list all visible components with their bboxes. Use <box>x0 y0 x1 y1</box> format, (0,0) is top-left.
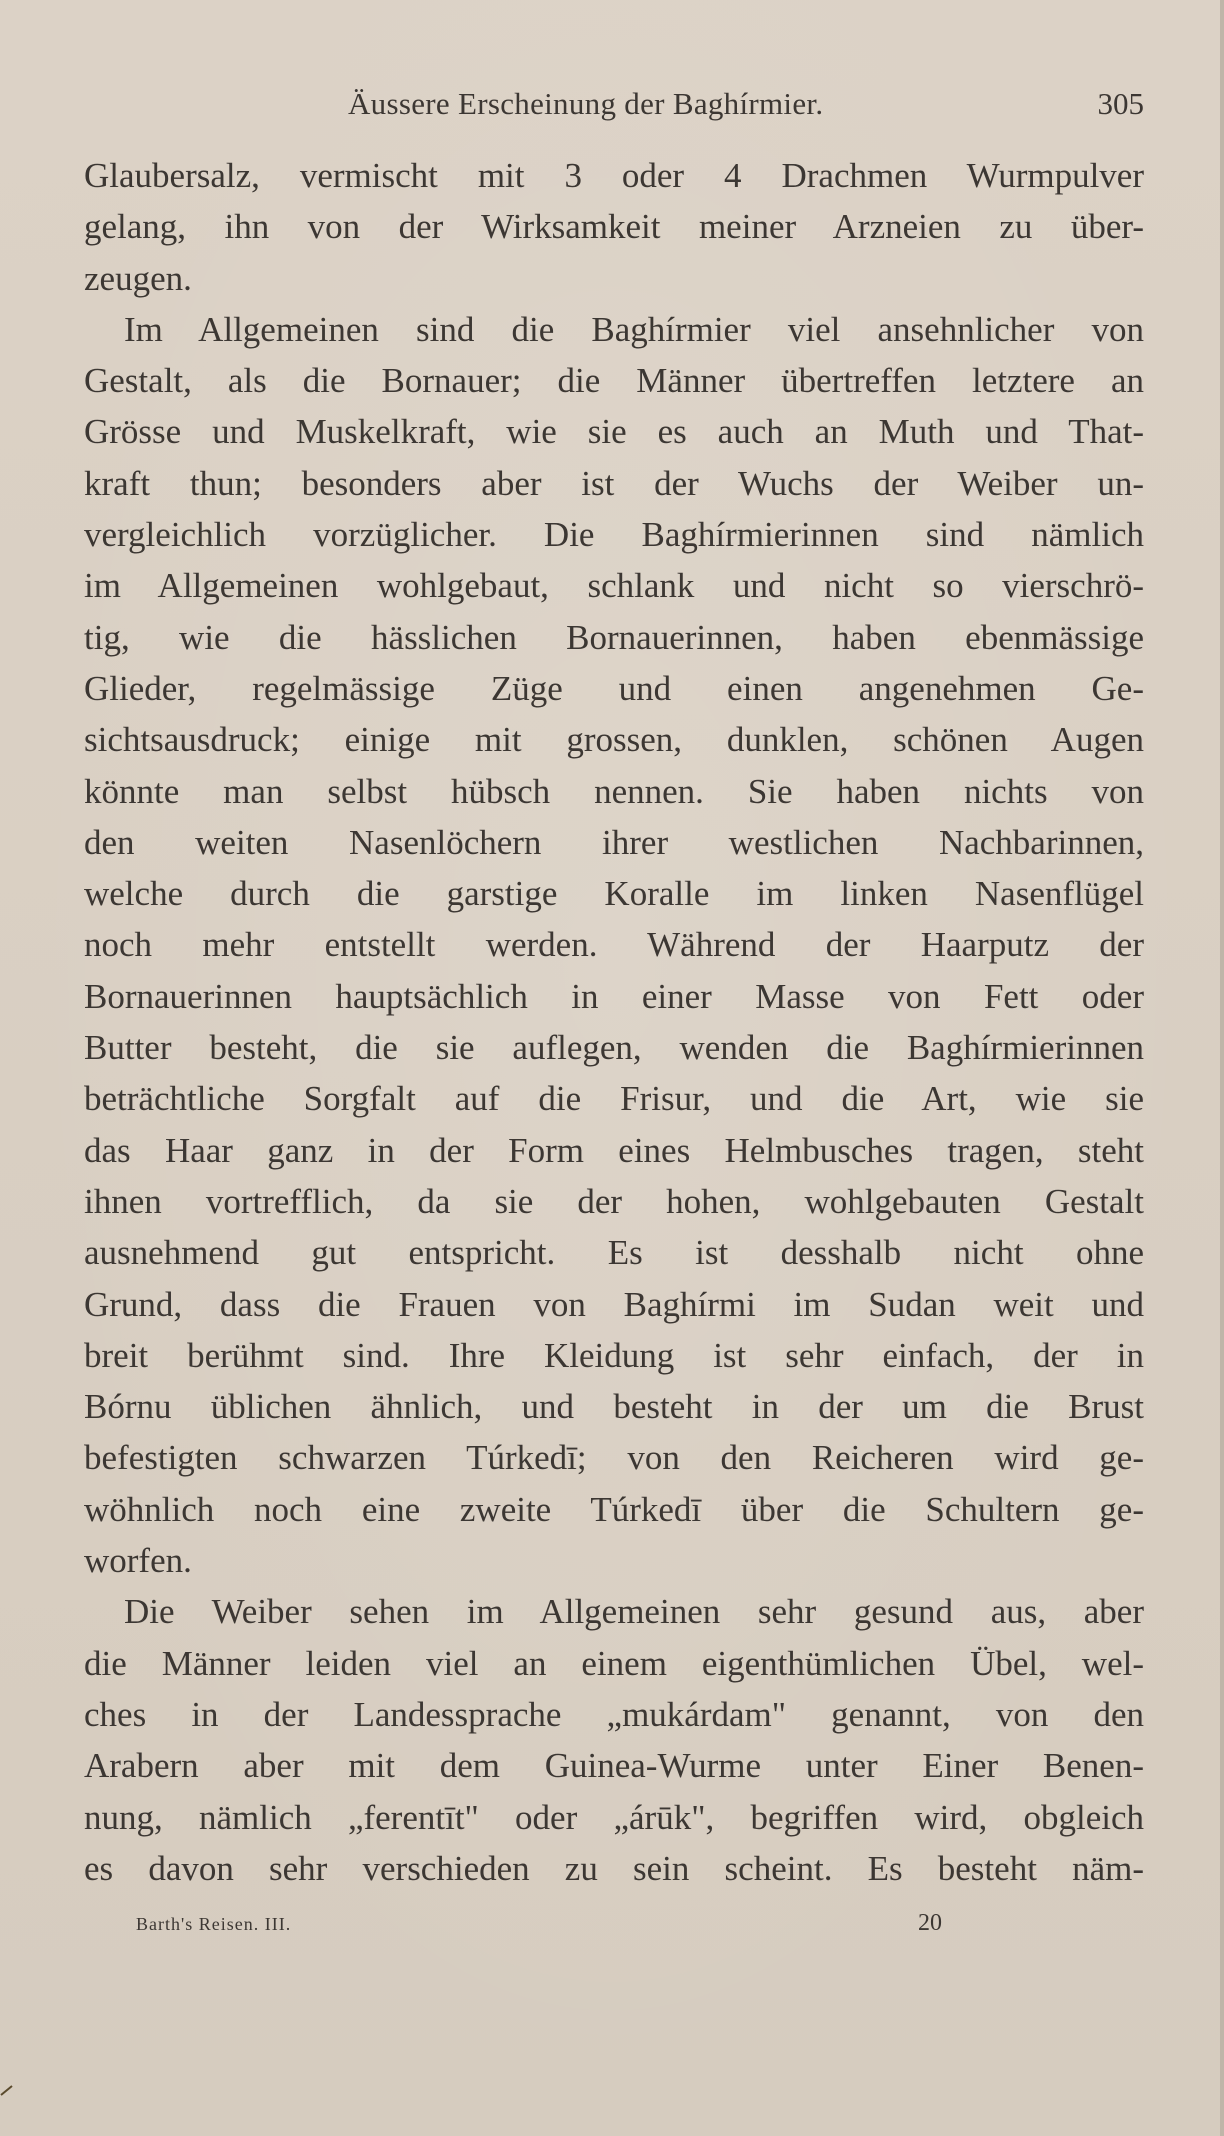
text-line: breit berühmt sind. Ihre Kleidung ist sehr einfach, der in <box>84 1335 1144 1375</box>
text-line: das Haar ganz in der Form eines Helmbusches tragen, steht <box>84 1130 1144 1170</box>
text-line: Butter besteht, die sie auflegen, wenden die Baghírmierinnen <box>84 1028 1144 1068</box>
text-line: wöhnlich noch eine zweite Túrkedī über die Schultern ge- <box>84 1489 1144 1529</box>
text-line: Gestalt, als die Bornauer; die Männer übertreffen letztere an <box>84 361 1144 401</box>
text-line: tig, wie die hässlichen Bornauerinnen, haben ebenmässige <box>84 617 1144 657</box>
page-number: 305 <box>1097 86 1144 121</box>
text-line: ausnehmend gut entspricht. Es ist desshalb nicht ohne <box>84 1233 1144 1273</box>
text-line: Grösse und Muskelkraft, wie sie es auch an Muth und That- <box>84 412 1144 452</box>
sheet-number: 20 <box>918 1910 942 1936</box>
text-line: die Männer leiden viel an einem eigenthümlichen Übel, wel- <box>84 1643 1144 1683</box>
text-line: den weiten Nasenlöchern ihrer westlichen Nachbarinnen, <box>84 822 1144 862</box>
text-line: sichtsausdruck; einige mit grossen, dunklen, schönen Augen <box>84 720 1144 760</box>
text-line: im Allgemeinen wohlgebaut, schlank und nicht so vierschrö- <box>84 566 1144 606</box>
body-text <box>84 150 1144 1894</box>
text-line: kraft thun; besonders aber ist der Wuchs der Weiber un- <box>84 463 1144 503</box>
text-line: welche durch die garstige Koralle im linken Nasenflügel <box>84 874 1144 914</box>
text-line: Die Weiber sehen im Allgemeinen sehr gesund aus, aber <box>124 1592 1144 1632</box>
text-line: vergleichlich vorzüglicher. Die Baghírmierinnen sind nämlich <box>84 515 1144 555</box>
text-line: Bórnu üblichen ähnlich, und besteht in der um die Brust <box>84 1387 1144 1427</box>
text-line: beträchtliche Sorgfalt auf die Frisur, und die Art, wie sie <box>84 1079 1144 1119</box>
text-line: Grund, dass die Frauen von Baghírmi im Sudan weit und <box>84 1284 1144 1324</box>
text-line: ihnen vortrefflich, da sie der hohen, wohlgebauten Gestalt <box>84 1181 1144 1221</box>
text-line: es davon sehr verschieden zu sein scheint. Es besteht näm- <box>84 1848 1144 1888</box>
text-line: gelang, ihn von der Wirksamkeit meiner Arzneien zu über- <box>84 207 1144 247</box>
pencil-mark-icon <box>0 2084 14 2096</box>
running-title: Äussere Erscheinung der Baghírmier. <box>348 86 824 121</box>
text-line: Im Allgemeinen sind die Baghírmier viel ansehnlicher von <box>124 309 1144 349</box>
text-line: ches in der Landessprache „mukárdam" genannt, von den <box>84 1694 1144 1734</box>
running-head <box>84 86 1144 130</box>
text-line: zeugen. <box>84 258 192 298</box>
text-line: könnte man selbst hübsch nennen. Sie haben nichts von <box>84 771 1144 811</box>
text-line: worfen. <box>84 1541 192 1581</box>
text-line: Glaubersalz, vermischt mit 3 oder 4 Drachmen Wurmpulver <box>84 156 1144 195</box>
text-line: Glieder, regelmässige Züge und einen angenehmen Ge- <box>84 668 1144 708</box>
text-line: befestigten schwarzen Túrkedī; von den Reicheren wird ge- <box>84 1438 1144 1478</box>
printer-signature: Barth's Reisen. III. <box>136 1914 292 1934</box>
page-footer <box>84 1910 1144 1948</box>
page-edge <box>1220 0 1224 2136</box>
text-line: nung, nämlich „ferentīt" oder „árūk", begriffen wird, obgleich <box>84 1797 1144 1837</box>
text-line: noch mehr entstellt werden. Während der Haarputz der <box>84 925 1144 965</box>
text-line: Bornauerinnen hauptsächlich in einer Masse von Fett oder <box>84 976 1144 1016</box>
text-line: Arabern aber mit dem Guinea-Wurme unter Einer Benen- <box>84 1746 1144 1786</box>
